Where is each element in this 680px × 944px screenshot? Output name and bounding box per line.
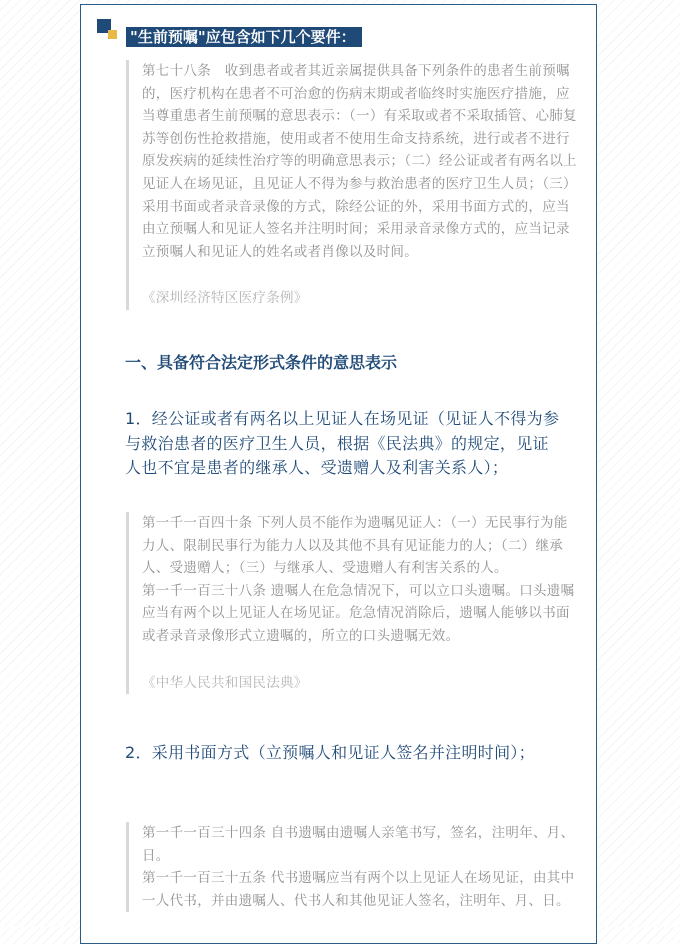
quote-text: 第七十八条 收到患者或者其近亲属提供具备下列条件的患者生前预嘱的，医疗机构在患者不可治愈的伤病末期或者临终时实施医疗措施，应当尊重患者生前预嘱的意思表示：（一）有采取或者不采取插管、心肺复苏等创伤性抢救措施，使用或者不使用生命支持系统，进行或者不进行原发疾病的延续性治疗等的明确意思表示；（二）经公证或者有两名以上见证人在场见证，且见证人不得为参与救治患者的医疗卫生人员；（三）采用书面或者录音录像的方式，除经公证的外，采用书面方式的，应当由立预嘱人和见证人签名并注明时间；采用录音录像方式的，应当记录立预嘱人和见证人的姓名或者肖像以及时间。 <box>142 63 577 260</box>
quote-source: 《深圳经济特区医疗条例》 <box>142 290 308 307</box>
section-heading: 一、具备符合法定形式条件的意思表示 <box>125 353 398 372</box>
two-squares-icon <box>95 19 121 45</box>
quote-paragraph: 第一千一百三十八条 遗嘱人在危急情况下，可以立口头遗嘱。口头遗嘱应当有两个以上见证人在场见证。危急情况消除后，遗嘱人能够以书面或者录音录像形式立遗嘱的，所立的口头遗嘱无效。 <box>142 582 575 644</box>
quote-paragraph: 第一千一百三十四条 自书遗嘱由遗嘱人亲笔书写，签名，注明年、月、日。 <box>142 825 575 864</box>
item-heading-1: 1．经公证或者有两名以上见证人在场见证（见证人不得为参与救治患者的医疗卫生人员，根据《民法典》的规定，见证人也不宜是患者的继承人、受遗赠人及利害关系人）； <box>125 409 560 477</box>
quote-source: 《中华人民共和国民法典》 <box>142 674 308 691</box>
item-heading-2: 2．采用书面方式（立预嘱人和见证人签名并注明时间）； <box>125 743 535 762</box>
article-card <box>80 4 597 944</box>
quote-will-articles <box>126 822 578 912</box>
quote-medical-regulation <box>126 60 578 310</box>
quote-paragraph: 第一千一百三十五条 代书遗嘱应当有两个以上见证人在场见证，由其中一人代书，并由遗嘱人、代书人和其他见证人签名，注明年、月、日。 <box>142 870 575 909</box>
header-title: "生前预嘱"应包含如下几个要件： <box>126 27 362 47</box>
quote-paragraph: 第一千一百四十条 下列人员不能作为遗嘱见证人：（一）无民事行为能力人、限制民事行为能力人以及其他不具有见证能力的人；（二）继承人、受遗赠人；（三）与继承人、受遗赠人有利害关系的人。 <box>142 515 568 577</box>
quote-civil-code <box>126 512 578 694</box>
